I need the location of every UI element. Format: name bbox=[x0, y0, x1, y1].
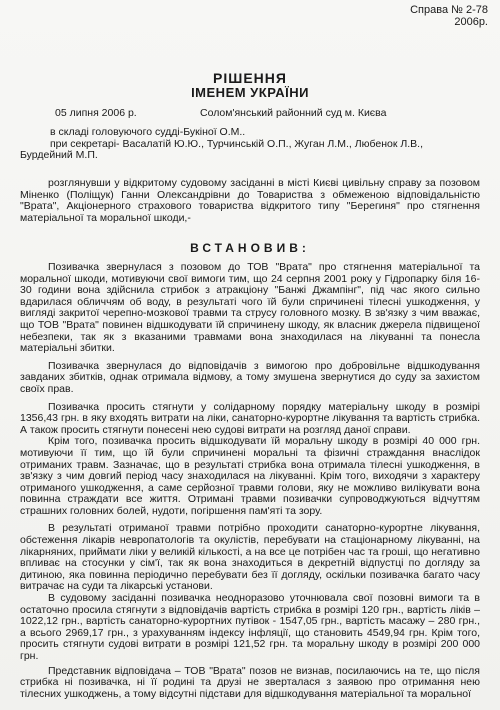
paragraph-7: Представник відповідача – ТОВ "Врата" позов не визнав, посилаючись на те, що після стрибка ні позивачка, ні її родині та друзі не зверталася з заявою про отримання нею тілесних ушкоджень, а тому відсутні підстави для відшкодування матеріальної та моральної bbox=[20, 664, 480, 700]
case-number: Справа № 2-78 bbox=[410, 4, 488, 16]
court-name: Солом'янський районний суд м. Києва bbox=[200, 107, 387, 119]
court-panel bbox=[20, 127, 480, 162]
secretaries-line-cont: Бурдейний М.П. bbox=[20, 149, 98, 162]
case-reference bbox=[410, 4, 488, 28]
secretaries-line: при секретарі- Васалатій Ю.Ю., Турчинській О.П., Жуган Л.М., Любенок Л.В., bbox=[50, 137, 424, 150]
paragraph-4: Крім того, позивачка просить відшкодувати їй моральну шкоду в розмірі 40 000 грн. мотивуючи її тим, що їй були спричинені моральні та фізичні страждання внаслідок отриманих травм. Зазначає, що в результаті стрибка вона отримала тілесні ушкодження, в зв'язку з чим довгий період часу знаходилася на лікуванні. Крім того, виходячи з характеру отриманого ушкодження, а саме серйозної травми голови, яку не можливо вилікувати вона повинна страждати все життя. Отримані травми позивачки супроводжуються відчуттям страшних головних болей, нудоти, погіршення пам'яті та зору. bbox=[20, 435, 480, 517]
decision-date: 05 липня 2006 р. bbox=[55, 107, 137, 119]
paragraph-2: Позивачка звернулася до відповідачів з вимогою про добровільне відшкодування завданих збитків, однак отримала відмову, а тому змушена звернутися до суду за захистом своїх прав. bbox=[20, 359, 480, 395]
judge-line: в складі головуючого судді-Букіної О.М.. bbox=[50, 126, 246, 138]
paragraph-5: В результаті отриманої травми потрібно проходити санаторно-курортне лікування, обстеження лікарів невропатологів та окулістів, перебувати на стаціонарному лікуванні, на лікарняних, приймати ліки у великій кількості, а на все це потрібен час та гроші, що негативно впливає на стосунки у сім'ї, так як вона знаходиться в декретній відпустці по догляду за дитиною, яка повинна періодично перебувати без її догляду, оскільки позивачка багато часу витрачає на суди та лікарські установи. bbox=[20, 522, 480, 593]
document-title: РІШЕННЯ bbox=[213, 70, 287, 86]
paragraph-6: В судовому засіданні позивачка неодноразово уточнювала свої позовні вимоги та в остаточно просила стягнути з відповідачів вартість стрибка в розмірі 120 грн., вартість ліків – 1022,12 грн., вартість санаторно-курортних путівок - 1547,05 грн., вартість масажу – 280 грн., а всього 2969,17 грн., з урахуванням індексу інфляції, що становить 4549,94 грн. Крім того, просить стягнути судові витрати в розмірі 121,52 грн. та моральну шкоду в розмірі 200 000 грн. bbox=[20, 592, 480, 662]
case-year: 2006р. bbox=[454, 16, 488, 28]
body-text bbox=[20, 262, 480, 700]
section-heading: ВСТАНОВИВ: bbox=[190, 241, 310, 255]
dateline bbox=[55, 107, 387, 119]
paragraph-1: Позивачка звернулася з позовом до ТОВ "Врата" про стягнення матеріальної та моральної шкоди, мотивуючи свої вимоги тим, що 24 серпня 2001 року у Гідропарку біля 16-30 години вона здійснила стрибок з атракціону "Банжі Джампінг", під час якого сильно вдарилася обличчям об воду, в результаті чого їй були спричинені тілесні ушкодження, у вигляді закритої черепно-мозкової травми та струсу головного мозку. В зв'язку з чим вважає, що ТОВ "Врата" повинен відшкодувати їй спричинену шкоду, як власник джерела підвищеної небезпеки, так як з вказаними травмами вона знаходилася на лікуванні та понесла матеріальні збитки. bbox=[20, 261, 480, 355]
intro-paragraph-block bbox=[20, 178, 480, 224]
document-subtitle: ІМЕНЕМ УКРАЇНИ bbox=[191, 85, 309, 100]
intro-paragraph: розглянувши у відкритому судовому засіданні в місті Києві цивільну справу за позовом Міненко (Поліщук) Ганни Олександрівни до Товариства з обмеженою відповідальністю "Врата", Акціонерного страхового товариства відкритого типу "Берегиня" про стягнення матеріальної та моральної шкоди,- bbox=[20, 177, 480, 224]
paragraph-3: Позивачка просить стягнути у солідарному порядку матеріальну шкоду в розмірі 1356,43 грн. в яку входять витрати на ліки, санаторно-курортне лікування та вартість стрибка. А також просить стягнути понесені нею судові витрати на розгляд даної справи. bbox=[20, 400, 480, 436]
